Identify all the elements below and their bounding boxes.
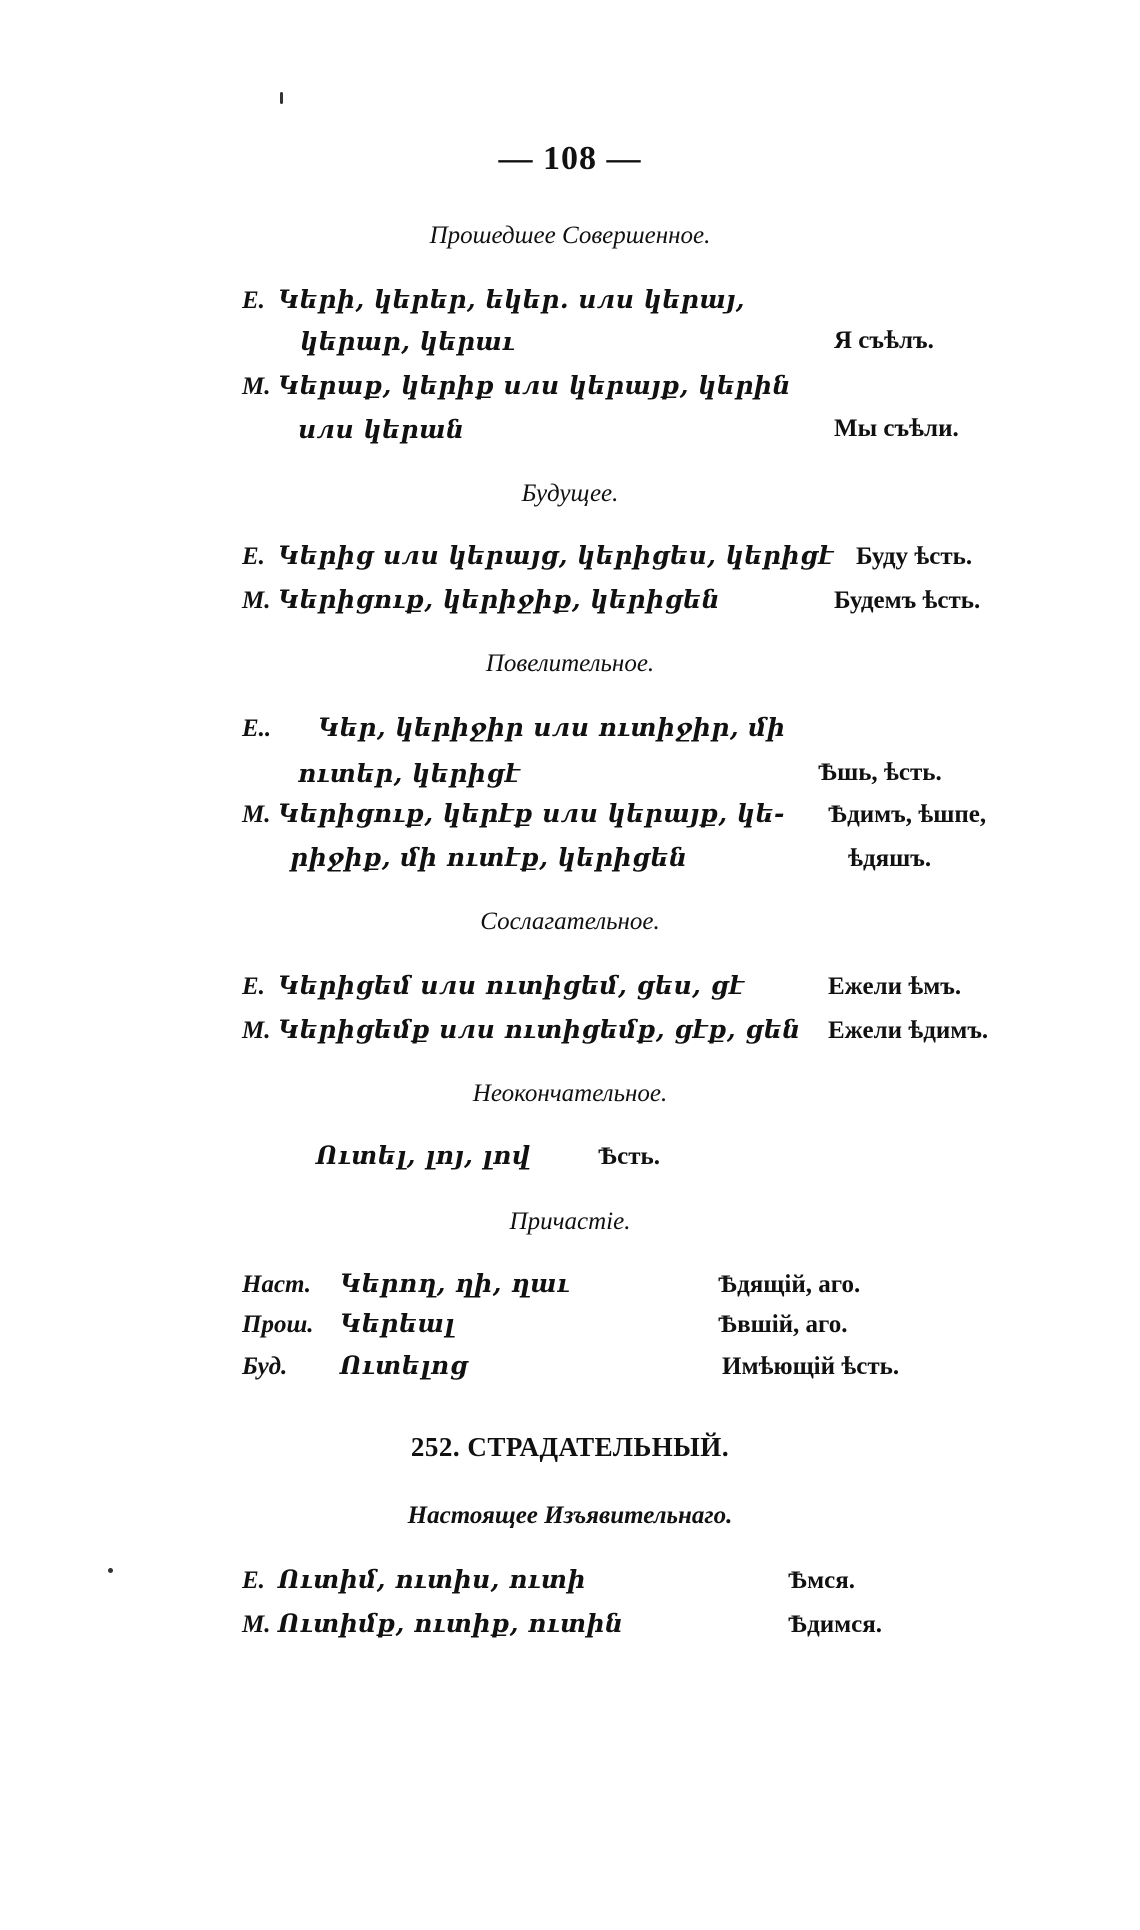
row-label: Е.	[242, 287, 265, 314]
row-label: Е..	[242, 715, 272, 742]
armenian-forms: Կերեալ	[340, 1309, 455, 1338]
armenian-forms: Կերիցեմ или ուտիցեմ, ցես, ցէ	[278, 971, 745, 1000]
row-label: М.	[242, 1611, 271, 1638]
row-label: М.	[242, 1017, 271, 1044]
heading-past-perfect: Прошедшее Совершенное.	[429, 222, 711, 249]
russian-translation: Ѣдимся.	[788, 1611, 883, 1638]
russian-translation: Ѣдимъ, ѣшпе,	[828, 801, 987, 828]
armenian-forms: Կերիցեմք или ուտիցեմք, ցէք, ցեն	[278, 1015, 801, 1044]
russian-translation: Ѣвшій, аго.	[718, 1311, 848, 1338]
row-label: Прош.	[242, 1311, 314, 1338]
row-label: М.	[242, 587, 271, 614]
armenian-forms: Կեր, կերիջիր или ուտիջիր, մի	[318, 713, 786, 742]
heading-subjunctive: Сослагательное.	[480, 908, 660, 935]
row-label: Е.	[242, 543, 265, 570]
russian-translation: Я съѣлъ.	[834, 327, 934, 354]
armenian-forms: Կերող, ղի, ղաւ	[340, 1269, 570, 1298]
armenian-forms: Կերաք, կերիք или կերայք, կերին	[278, 371, 791, 400]
armenian-forms: Կերիցուք, կերէք или կերայք, կե-	[278, 799, 785, 828]
russian-translation: Ежели ѣмъ.	[828, 973, 962, 1000]
row-label: Буд.	[242, 1353, 288, 1380]
armenian-forms: Ուտիմ, ուտիս, ուտի	[278, 1565, 586, 1594]
russian-translation: ѣдяшъ.	[848, 845, 932, 872]
armenian-forms: Կերի, կերեր, եկեր. или կերայ,	[278, 285, 745, 314]
russian-translation: Буду ѣсть.	[856, 543, 973, 570]
row-label: Е.	[242, 1567, 265, 1594]
heading-participle: Причастіе.	[509, 1208, 631, 1235]
russian-translation: Ѣмся.	[788, 1567, 855, 1594]
armenian-forms: Ուտելոց	[340, 1351, 469, 1380]
armenian-forms: Ուտիմք, ուտիք, ուտին	[278, 1609, 624, 1638]
russian-translation: Ѣсть.	[598, 1143, 660, 1170]
heading-infinitive: Неокончательное.	[472, 1080, 668, 1107]
heading-present-indicative: Настоящее Изъявительнаго.	[407, 1502, 733, 1529]
print-speck	[280, 92, 283, 104]
heading-imperative: Повелительное.	[485, 650, 655, 677]
russian-translation: Ежели ѣдимъ.	[828, 1017, 989, 1044]
print-speck	[108, 1568, 113, 1573]
armenian-forms: ուտեր, կերիցէ	[298, 759, 521, 788]
armenian-forms: կերար, կերաւ	[300, 327, 516, 356]
section-title: 252. СТРАДАТЕЛЬНЫЙ.	[410, 1432, 730, 1462]
russian-translation: Мы съѣли.	[834, 415, 959, 442]
heading-future: Будущее.	[521, 480, 619, 507]
row-label: Наст.	[242, 1271, 312, 1298]
russian-translation: Будемъ ѣсть.	[834, 587, 981, 614]
armenian-forms: Կերիցուք, կերիջիք, կերիցեն	[278, 585, 721, 614]
russian-translation: Ѣдящій, аго.	[718, 1271, 861, 1298]
page-number: — 108 —	[498, 140, 642, 177]
armenian-forms: Ուտել, լոյ, լով	[316, 1141, 531, 1170]
russian-translation: Ѣшь, ѣсть.	[818, 759, 942, 786]
row-label: М.	[242, 373, 271, 400]
armenian-forms: Կերից или կերայց, կերիցես, կերիցէ	[278, 541, 834, 570]
row-label: Е.	[242, 973, 265, 1000]
armenian-forms: или կերան	[298, 415, 465, 444]
armenian-forms: րիջիք, մի ուտէք, կերիցեն	[290, 843, 688, 872]
russian-translation: Имѣющій ѣсть.	[722, 1353, 900, 1380]
row-label: М.	[242, 801, 271, 828]
